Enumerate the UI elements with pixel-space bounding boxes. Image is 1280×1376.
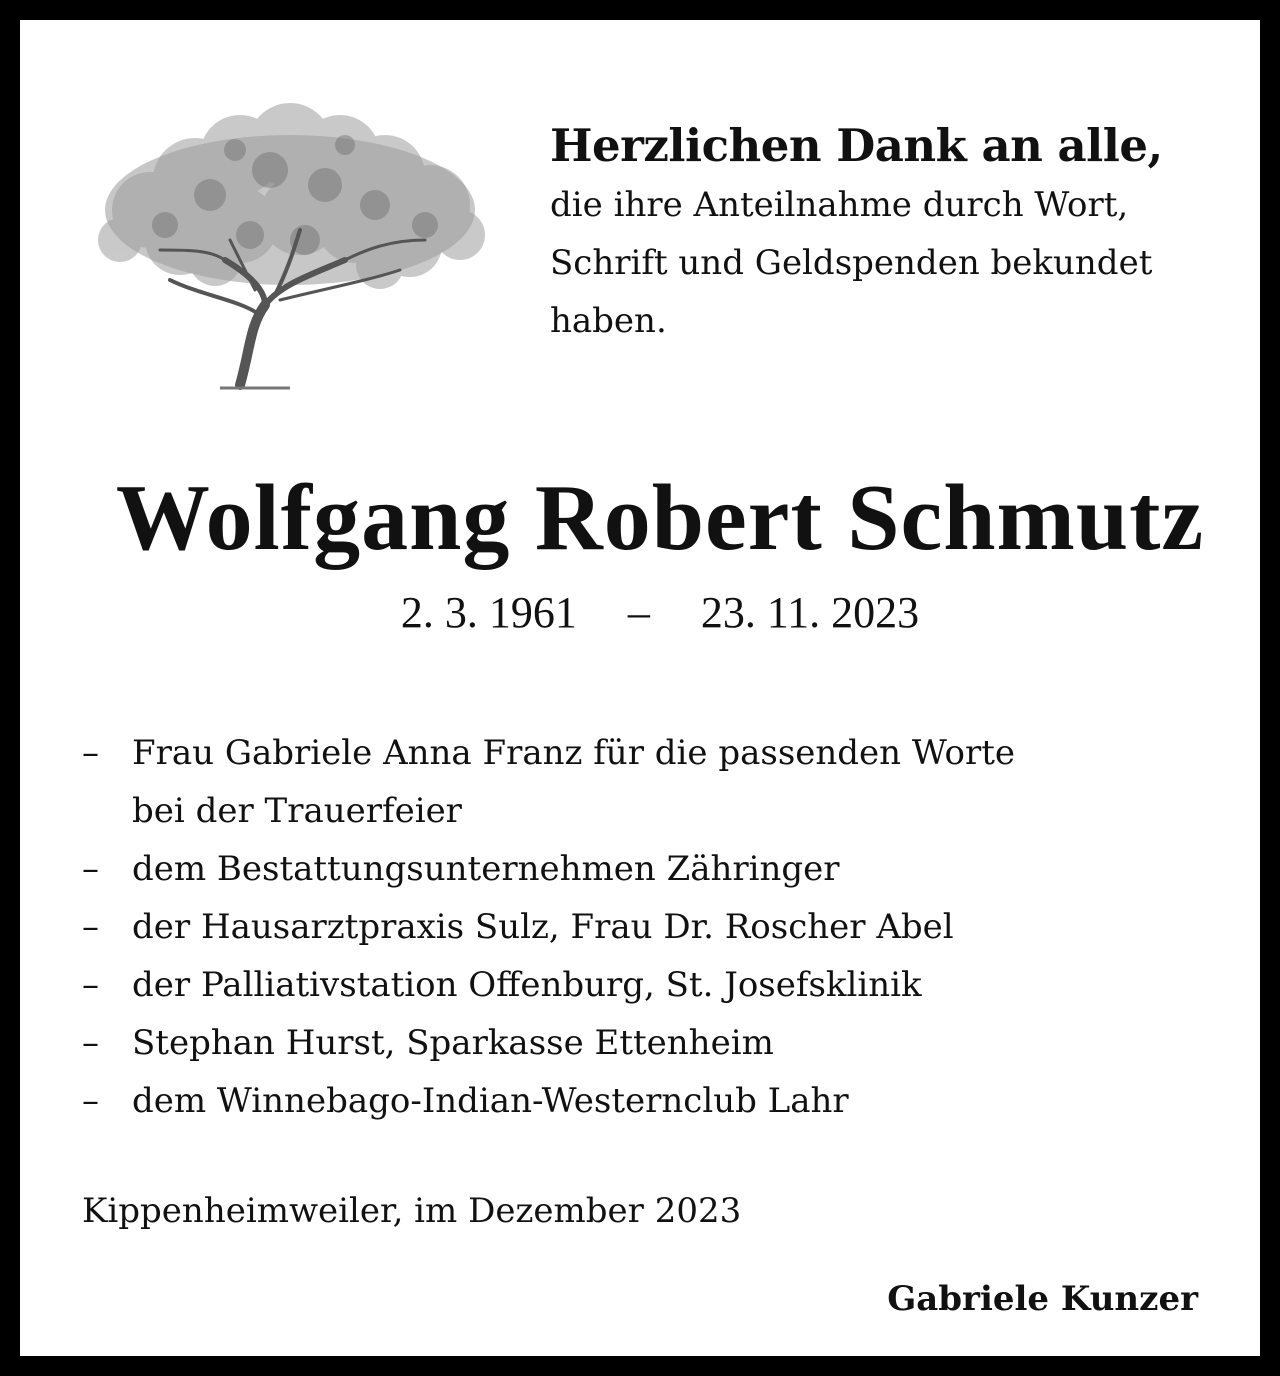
tree-icon [90,100,490,395]
signature-name: Gabriele Kunzer [887,1279,1198,1319]
deceased-name: Wolfgang Robert Schmutz [115,466,1205,570]
list-item-line: bei der Trauerfeier [132,791,462,831]
place-and-date: Kippenheimweiler, im Dezember 2023 [82,1191,742,1231]
list-item [82,1072,1232,1130]
thanks-heading-block [550,116,1250,350]
list-item-line: dem Winnebago-Indian-Westernclub Lahr [132,1081,849,1121]
dash-bullet: – [82,965,99,1005]
birth-date: 2. 3. 1961 [400,588,577,637]
list-item-line: Stephan Hurst, Sparkasse Ettenheim [132,1023,774,1063]
list-item [82,898,1232,956]
thanks-subtitle-line: die ihre Anteilnahme durch Wort, [550,185,1129,225]
dash-bullet: – [82,733,99,773]
dash-bullet: – [82,907,99,947]
dash-bullet: – [82,1081,99,1121]
thanks-subtitle-line: Schrift und Geldspenden bekundet [550,243,1153,283]
death-date: 23. 11. 2023 [700,588,920,637]
dash-bullet: – [82,849,99,889]
thanks-list [82,724,1232,1130]
list-item [82,1014,1232,1072]
list-item-line: dem Bestattungsunternehmen Zähringer [132,849,840,889]
list-item [82,724,1232,840]
list-item [82,956,1232,1014]
thanks-heading: Herzlichen Dank an alle, [550,119,1163,172]
life-dates [20,586,1280,640]
dash-bullet: – [82,1023,99,1063]
thanks-subtitle-line: haben. [550,301,667,341]
list-item-line: der Hausarztpraxis Sulz, Frau Dr. Roscher Abel [132,907,954,947]
list-item-line: der Palliativstation Offenburg, St. Josefsklinik [132,965,922,1005]
date-separator: – [627,588,650,637]
list-item-line: Frau Gabriele Anna Franz für die passenden Worte [132,733,1016,773]
list-item [82,840,1232,898]
